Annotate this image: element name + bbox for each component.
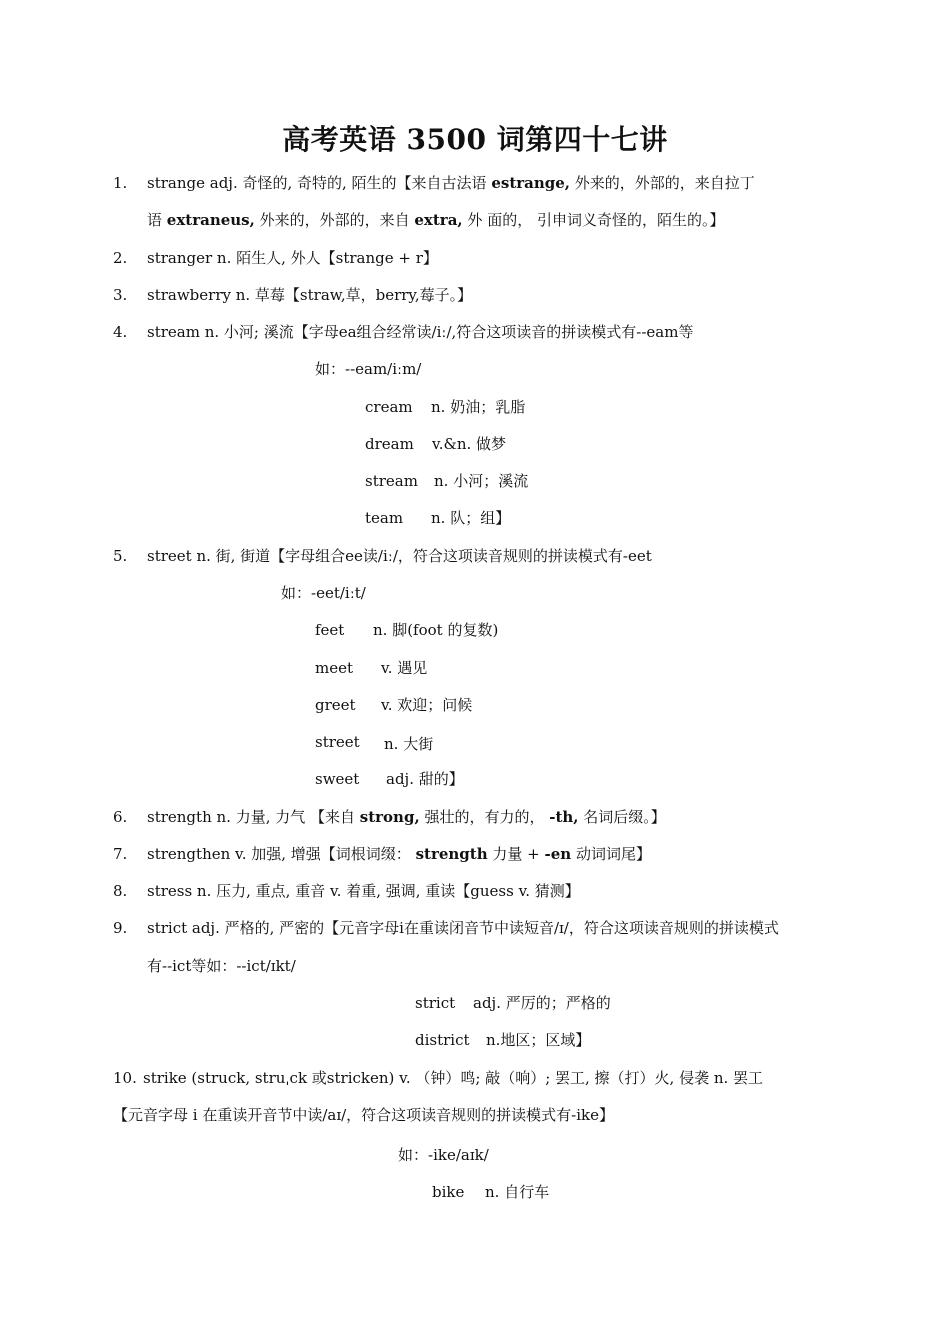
example-def: n. 奶油；乳脂 bbox=[431, 398, 526, 416]
entry-text-continued: 有--ict等如：--ict/ɪkt/ bbox=[147, 957, 296, 975]
example-word: meet bbox=[315, 659, 354, 677]
entry-number: 3. bbox=[113, 286, 128, 304]
pattern-line: 如：-eet/iːt/ bbox=[281, 584, 366, 602]
example-def: n. 小河；溪流 bbox=[434, 472, 529, 490]
entry-text: strawberry n. 草莓【straw,草，berry,莓子。】 bbox=[147, 286, 473, 304]
example-def: adj. 严厉的；严格的 bbox=[473, 994, 611, 1012]
entry-text: strike (struck, struˌck 或stricken) v. （钟）鸣; 敲（响）; 罢工, 擦（打）火, 侵袭 n. 罢工 bbox=[143, 1069, 764, 1087]
example-def: v. 遇见 bbox=[381, 659, 428, 677]
entry-text: strange adj. 奇怪的, 奇特的, 陌生的【来自古法语 estrange, 外来的，外部的，来自拉丁 bbox=[147, 174, 755, 192]
entry-number: 1. bbox=[113, 174, 128, 192]
entry-number: 2. bbox=[113, 249, 128, 267]
example-word: cream bbox=[365, 398, 413, 416]
example-word: dream bbox=[365, 435, 414, 453]
entry-number: 4. bbox=[113, 323, 128, 341]
entry-number: 7. bbox=[113, 845, 128, 863]
example-word: greet bbox=[315, 696, 356, 714]
entry-number: 8. bbox=[113, 882, 128, 900]
entry-text: strict adj. 严格的, 严密的【元音字母i在重读闭音节中读短音/ɪ/，符合这项读音规则的拼读模式 bbox=[147, 919, 779, 937]
example-word: feet bbox=[315, 621, 345, 639]
example-word: district bbox=[415, 1031, 470, 1049]
entry-number: 9. bbox=[113, 919, 128, 937]
example-word: bike bbox=[432, 1183, 465, 1201]
example-word: street bbox=[315, 733, 360, 751]
entry-number: 5. bbox=[113, 547, 128, 565]
entry-number: 6. bbox=[113, 808, 128, 826]
example-def: adj. 甜的】 bbox=[386, 770, 464, 788]
pattern-line: 如：-ike/aɪk/ bbox=[398, 1146, 489, 1164]
entry-text-continued: 语 extraneus, 外来的，外部的，来自 extra, 外 面的， 引申词义奇怪的，陌生的。】 bbox=[147, 211, 725, 229]
example-def: n.地区；区域】 bbox=[486, 1031, 591, 1049]
entry-text: stress n. 压力, 重点, 重音 v. 着重, 强调, 重读【guess v. 猜测】 bbox=[147, 882, 580, 900]
pattern-line: 如：--eam/iːm/ bbox=[315, 360, 422, 378]
entry-text-continued: 【元音字母 i 在重读开音节中读/aɪ/，符合这项读音规则的拼读模式有-ike】 bbox=[113, 1106, 615, 1124]
entry-text: stranger n. 陌生人, 外人【strange + r】 bbox=[147, 249, 438, 267]
example-def: n. 队；组】 bbox=[431, 509, 511, 527]
example-word: sweet bbox=[315, 770, 360, 788]
entry-number: 10. bbox=[113, 1069, 137, 1087]
example-def: v. 欢迎；问候 bbox=[381, 696, 473, 714]
entry-text: strength n. 力量, 力气 【来自 strong, 强壮的，有力的， -th, 名词后缀。】 bbox=[147, 808, 666, 826]
example-word: team bbox=[365, 509, 404, 527]
entry-text: stream n. 小河; 溪流【字母ea组合经常读/iː/,符合这项读音的拼读模式有--eam等 bbox=[147, 323, 694, 341]
entry-text: strengthen v. 加强, 增强【词根词缀： strength 力量 + -en 动词词尾】 bbox=[147, 845, 651, 863]
example-def: n. 大街 bbox=[384, 735, 434, 753]
example-word: strict bbox=[415, 994, 456, 1012]
example-def: n. 自行车 bbox=[485, 1183, 550, 1201]
document-title: 高考英语 3500 词第四十七讲 bbox=[282, 123, 668, 156]
example-def: n. 脚(foot 的复数) bbox=[373, 621, 499, 639]
example-def: v.&n. 做梦 bbox=[432, 435, 507, 453]
example-word: stream bbox=[365, 472, 418, 490]
entry-text: street n. 街, 街道【字母组合ee读/iː/，符合这项读音规则的拼读模式有-eet bbox=[147, 547, 652, 565]
